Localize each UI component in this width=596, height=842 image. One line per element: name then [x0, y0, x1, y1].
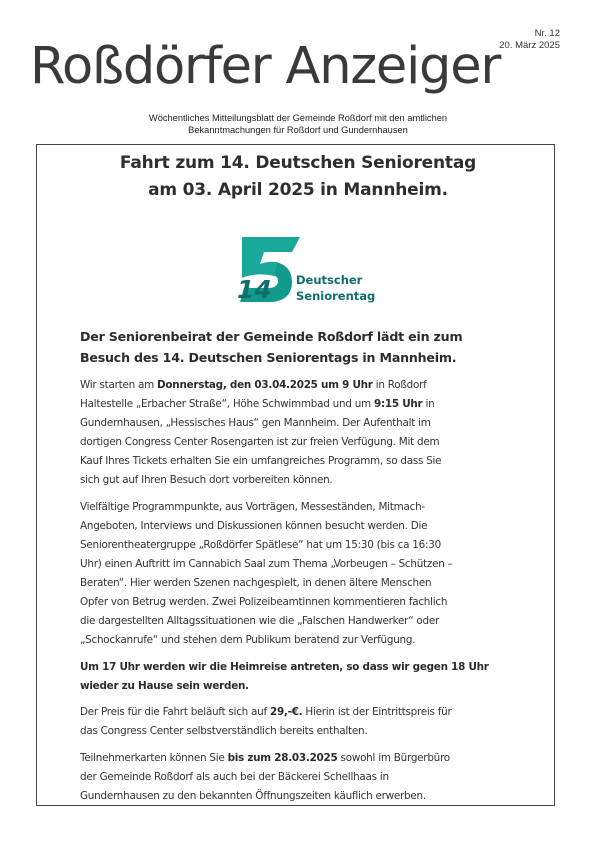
text: sowohl im Bürgerbüro — [337, 752, 450, 764]
issue-date: 20. März 2025 — [499, 40, 560, 51]
text: Der Preis für die Fahrt beläuft sich auf — [80, 706, 270, 718]
lead-line-1: Der Seniorenbeirat der Gemeinde Roßdorf lädt ein zum — [80, 329, 463, 344]
seniorentag-14-logo-icon — [234, 232, 384, 306]
article-headline — [0, 150, 596, 204]
paragraph-tickets — [80, 749, 520, 806]
text: Vielfältige Programmpunkte, aus Vorträgen, Messeständen, Mitmach- — [80, 501, 425, 513]
logo-number: 14 — [237, 275, 272, 304]
text: in Roßdorf — [372, 379, 427, 391]
tagline — [0, 112, 596, 136]
text: Uhr) einen Auftritt im Cannabich Saal zum Thema „Vorbeugen – Schützen – — [80, 558, 453, 570]
tagline-line-2: Bekanntmachungen für Roßdorf und Gundernhausen — [188, 125, 408, 135]
issue-number: Nr. 12 — [534, 28, 560, 39]
paragraph-program — [80, 498, 520, 650]
headline-line-1: Fahrt zum 14. Deutschen Seniorentag — [119, 153, 477, 173]
text: Seniorentheatergruppe „Roßdörfer Spätlese“ hat um 15:30 (bis ca 16:30 — [80, 539, 441, 551]
text: dortigen Congress Center Rosengarten ist zur freien Verfügung. Mit dem — [80, 436, 440, 448]
text: Teilnehmerkarten können Sie — [80, 752, 228, 764]
text: Beraten“. Hier werden Szenen nachgespielt, in denen ältere Menschen — [80, 577, 432, 589]
text: der Gemeinde Roßdorf als auch bei der Bäckerei Schellhaas in — [80, 771, 389, 783]
headline-line-2: am 03. April 2025 in Mannheim. — [148, 180, 448, 200]
text: sich gut auf Ihren Besuch dort vorbereiten können. — [80, 474, 333, 486]
masthead-title: Roßdörfer Anzeiger — [30, 37, 501, 96]
ticket-deadline: bis zum 28.03.2025 — [227, 752, 338, 764]
text: das Congress Center selbstverständlich bereits enthalten. — [80, 725, 368, 737]
departure-time-gundernhausen: 9:15 Uhr — [373, 398, 423, 410]
text: Hierin ist der Eintrittspreis für — [302, 706, 452, 718]
text: wieder zu Hause sein werden. — [80, 680, 249, 692]
text: Kauf Ihres Tickets erhalten Sie ein umfangreiches Programm, so dass Sie — [80, 455, 442, 467]
tagline-line-1: Wöchentliches Mitteilungsblatt der Gemeinde Roßdorf mit den amtlichen — [148, 113, 448, 123]
departure-date: Donnerstag, den 03.04.2025 um 9 Uhr — [157, 379, 373, 391]
text: Um 17 Uhr werden wir die Heimreise antreten, so dass wir gegen 18 Uhr — [80, 661, 489, 673]
paragraph-return — [80, 658, 520, 696]
price: 29,-€. — [269, 706, 303, 718]
article-body — [80, 326, 520, 814]
logo-text-line-1: Deutscher — [296, 273, 363, 287]
paragraph-price — [80, 703, 520, 741]
logo-text-line-2: Seniorentag — [296, 289, 376, 303]
text: Opfer von Betrug werden. Zwei Polizeibeamtinnen kommentieren fachlich — [80, 596, 448, 608]
text: „Schockanrufe“ und stehen dem Publikum beratend zur Verfügung. — [80, 634, 416, 646]
text: Wir starten am — [80, 379, 158, 391]
text: Gundernhausen, „Hessisches Haus“ gen Mannheim. Der Aufenthalt im — [80, 417, 431, 429]
text: Gundernhausen zu den bekannten Öffnungszeiten käuflich erwerben. — [80, 790, 426, 802]
paragraph-departure — [80, 376, 520, 490]
lead-line-2: Besuch des 14. Deutschen Seniorentags in Mannheim. — [80, 350, 457, 365]
text: Haltestelle „Erbacher Straße“, Höhe Schwimmbad und um — [80, 398, 374, 410]
text: die dargestellten Alltagssituationen wie die „Falschen Handwerker“ oder — [80, 615, 440, 627]
article-lead — [80, 326, 520, 368]
text: in — [422, 398, 435, 410]
text: Angeboten, Interviews und Diskussionen können besucht werden. Die — [80, 520, 428, 532]
